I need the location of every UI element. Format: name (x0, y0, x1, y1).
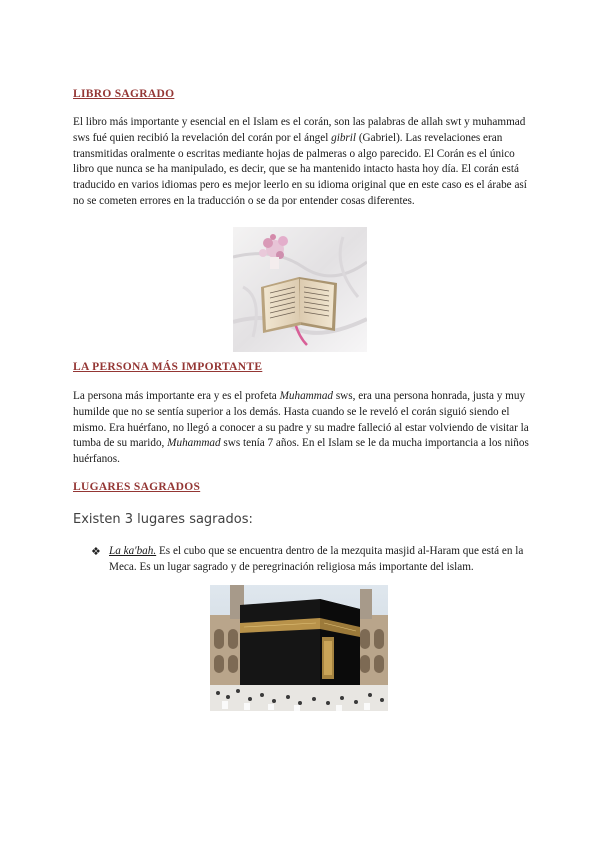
angel-name: gibril (331, 131, 357, 144)
heading-lugares: LUGARES SAGRADOS (73, 481, 201, 493)
prophet-name-1: Muhammad (279, 390, 334, 402)
paragraph-persona (73, 389, 529, 468)
persona-text-2: sws, era una persona honrada, justa y muy humilde que no se sentía superior a los demás. Hasta cuando se le reveló el corán siguió siendo el mismo. Era huérfano, no llegó a conocer a su padre y su madre falleció al estar volviendo de visitar la tumba de su marido, (73, 390, 529, 450)
persona-text-3: sws tenía 7 años. En el Islam se le da mucha importancia a los niños huérfanos. (73, 437, 529, 466)
kaaba-term: La ka'bah. (109, 545, 157, 557)
kaaba-description: Es el cubo que se encuentra dentro de la mezquita masjid al-Haram que está en la Meca. Es un lugar sagrado y de peregrinación religiosa más importante del islam. (109, 545, 524, 573)
quran-illustration (233, 227, 367, 352)
prophet-name-2: Muhammad (167, 437, 221, 450)
paragraph-libro-sagrado (73, 115, 529, 210)
diamond-bullet-icon: ❖ (91, 545, 101, 558)
quran-photo (233, 227, 367, 352)
persona-text-1: La persona más importante era y es el profeta (73, 390, 280, 402)
heading-persona: LA PERSONA MÁS IMPORTANTE (73, 361, 263, 373)
kaaba-illustration (210, 585, 388, 711)
list-item-text (109, 544, 533, 576)
kaaba-photo (210, 585, 388, 711)
subheading-lugares: Existen 3 lugares sagrados: (73, 512, 253, 527)
heading-libro-sagrado: LIBRO SAGRADO (73, 88, 175, 100)
libro-text-1: El libro más importante y esencial en el Islam es el corán, son las palabras de allah swt y muhammad sws fué quien recibió la revelación del corán por el ángel (73, 116, 526, 144)
libro-text-2: (Gabriel). Las revelaciones eran transmitidas oralmente o escritas mediante hojas de palmeras o algo parecido. El Corán es el único libro que nunca se ha manipulado, es decir, que se ha mantenido intacto hasta hoy día. El corán está traducido en varios idiomas pero es mejor leerlo en su idioma original que en este caso es el árabe así no se cometen errores en la traducción o se da por entender cosas diferentes. (73, 131, 527, 207)
